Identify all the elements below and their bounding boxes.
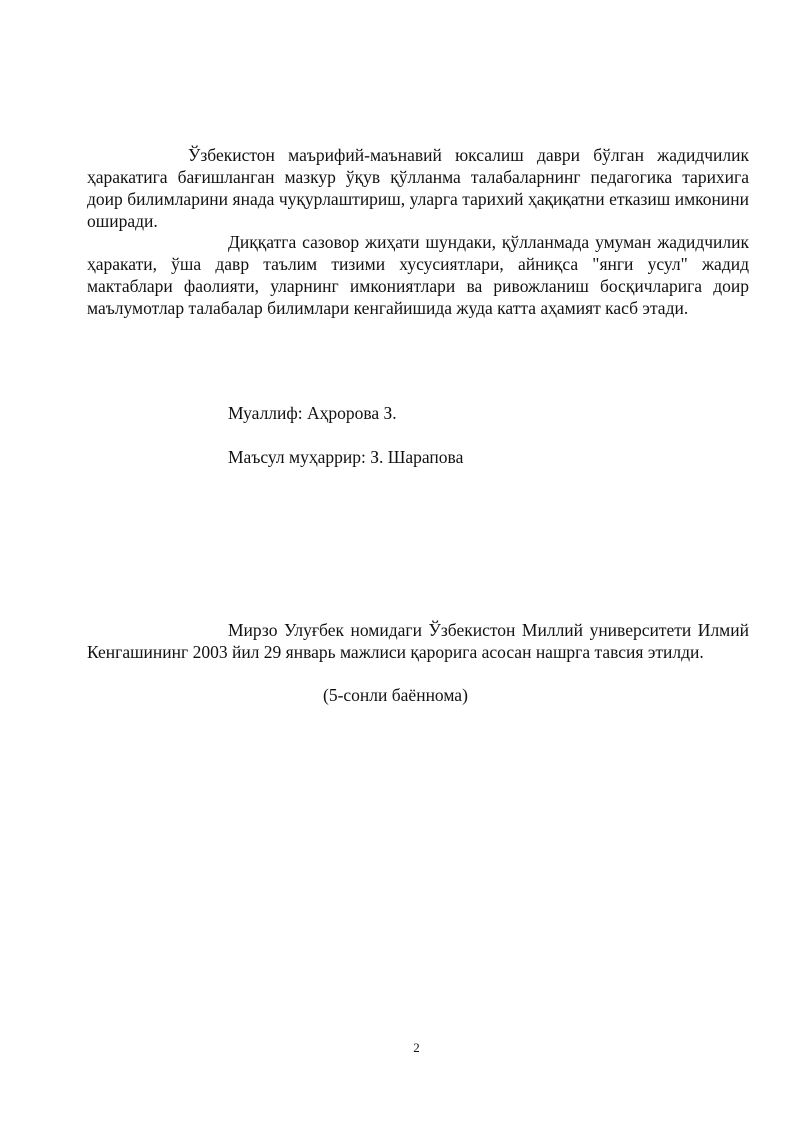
page-number: 2: [413, 1040, 420, 1055]
protocol-note: (5-сонли баённома): [323, 685, 468, 705]
highlight-paragraph: Диққатга сазовор жиҳати шундаки, қўлланмада умуман жадидчилик ҳаракати, ўша давр таълим тизими хусусиятлари, айниқса "янги усул" жадид мактаблари фаолияти, уларнинг имкониятлари ва ривожланиш босқичларига доир маълумотлар талабалар билимлари кенгайишида жуда катта аҳамият касб этади.: [87, 232, 749, 318]
editor-credit: Маъсул муҳаррир: З. Шарапова: [228, 447, 464, 467]
approval-paragraph: Мирзо Улуғбек номидаги Ўзбекистон Миллий университети Илмий Кенгашининг 2003 йил 29 январь мажлиси қарорига асосан нашрга тавсия этилди.: [87, 620, 749, 662]
intro-paragraph: Ўзбекистон маърифий-маънавий юксалиш даври бўлган жадидчилик ҳаракатига бағишланган мазкур ўқув қўлланма талабаларнинг педагогика тарихига доир билимларини янада чуқурлаштириш, уларга тарихий ҳақиқатни етказиш имконини оширади.: [87, 145, 749, 231]
author-credit: Муаллиф: Аҳророва З.: [228, 403, 397, 423]
